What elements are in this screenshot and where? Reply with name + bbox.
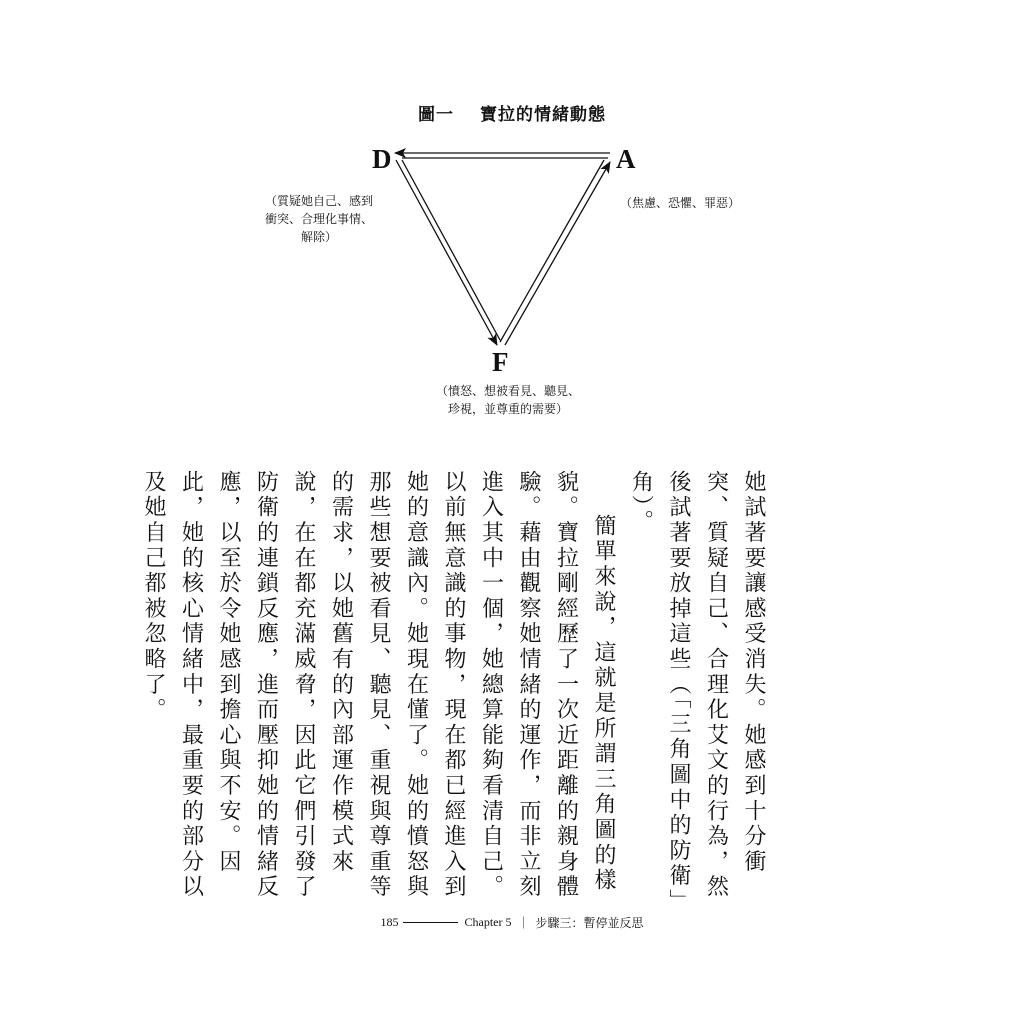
emotion-triangle-diagram — [0, 0, 1024, 460]
edge-d-to-f — [396, 160, 497, 345]
section-title: 步驟三：暫停並反思 — [535, 916, 644, 930]
node-a-note: （焦慮、恐懼、罪惡） — [619, 196, 740, 210]
edge-d-to-f-inner — [402, 160, 500, 340]
footer-separator: ｜ — [517, 916, 530, 930]
chapter-label: Chapter 5 — [464, 915, 512, 929]
paragraph-1: 她試著要讓感受消失。她感到十分衝突、質疑自己、合理化艾文的行為，然後試著要放掉這些（「三角圖中的防衛」角）。 — [628, 470, 766, 904]
footer-rule — [403, 922, 458, 923]
edge-f-to-a-inner — [500, 160, 604, 342]
node-f-label: F — [492, 347, 509, 377]
node-d-note: （質疑她自己、感到 衝突、合理化事情、 解除） — [264, 194, 373, 244]
node-a-label: A — [616, 144, 636, 174]
body-text — [135, 470, 773, 910]
figure-number: 圖一 — [418, 105, 454, 125]
node-d-label: D — [372, 144, 392, 174]
edge-f-to-a — [505, 162, 610, 345]
figure-title-text: 寶拉的情緒動態 — [480, 105, 606, 125]
page-footer — [0, 914, 1024, 931]
paragraph-2: 簡單來說，這就是所謂三角圖的樣貌。寶拉剛經歷了一次近距離的親身體驗。藉由觀察她情緒的運作，而非立刻進入其中一個，她總算能夠看清自己。以前無意識的事物，現在都已經進入到她的意識內。她現在懂了。她的憤怒與那些想要被看見、聽見、重視與尊重等的需求，以她舊有的內部運作模式來說，在在都充滿威脅，因此它們引發了防衛的連鎖反應，進而壓抑她的情緒反應，以至於令她感到擔心與不安。因此，她的核心情緒中，最重要的部分以及她自己都被忽略了。 — [141, 470, 616, 901]
page-number: 185 — [380, 915, 399, 929]
node-f-note: （憤怒、想被看見、聽見、 珍視，並尊重的需要） — [435, 384, 580, 416]
